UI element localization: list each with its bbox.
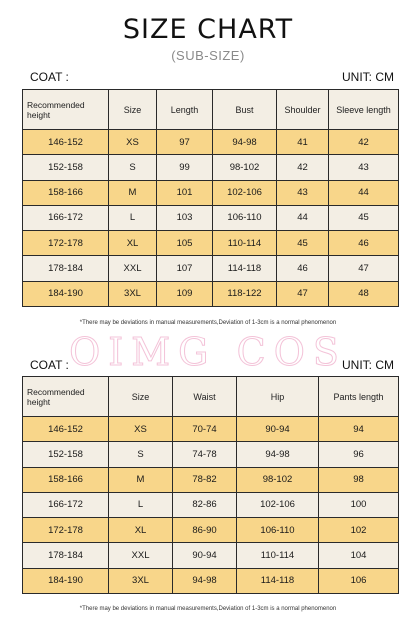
table-cell: 172-178 bbox=[23, 518, 109, 543]
table-cell: 94 bbox=[319, 417, 399, 442]
table-cell: 90-94 bbox=[237, 417, 319, 442]
table-cell: 158-166 bbox=[23, 467, 109, 492]
table-cell: 42 bbox=[329, 130, 399, 155]
table-cell: 158-166 bbox=[23, 180, 109, 205]
table-cell: 102-106 bbox=[213, 180, 277, 205]
table-cell: 104 bbox=[319, 543, 399, 568]
header-cell: Recommended height bbox=[23, 377, 109, 417]
table-row bbox=[23, 231, 399, 256]
table-cell: 110-114 bbox=[213, 231, 277, 256]
table-cell: 106-110 bbox=[237, 518, 319, 543]
header-cell: Bust bbox=[213, 90, 277, 130]
table-cell: 3XL bbox=[109, 281, 157, 306]
measurement-note: *There may be deviations in manual measurements,Deviation of 1-3cm is a normal phenomenon bbox=[79, 320, 337, 326]
table-cell: M bbox=[109, 467, 173, 492]
table-cell: 101 bbox=[157, 180, 213, 205]
table-cell: XS bbox=[109, 130, 157, 155]
header-cell: Waist bbox=[173, 377, 237, 417]
table-cell: 96 bbox=[319, 442, 399, 467]
table-row bbox=[23, 256, 399, 281]
table-cell: 94-98 bbox=[173, 568, 237, 593]
table-cell: 102-106 bbox=[237, 492, 319, 517]
table-cell: L bbox=[109, 205, 157, 230]
table-cell: 94-98 bbox=[237, 442, 319, 467]
table-row bbox=[23, 155, 399, 180]
table-cell: 152-158 bbox=[23, 442, 109, 467]
table-cell: 146-152 bbox=[23, 417, 109, 442]
header-cell: Sleeve length bbox=[329, 90, 399, 130]
table-cell: XXL bbox=[109, 256, 157, 281]
table-cell: 82-86 bbox=[173, 492, 237, 517]
table2-label: COAT : bbox=[30, 358, 69, 372]
table-cell: 45 bbox=[277, 231, 329, 256]
table-cell: 44 bbox=[277, 205, 329, 230]
table-row bbox=[23, 543, 399, 568]
table-cell: 47 bbox=[329, 256, 399, 281]
table-cell: 41 bbox=[277, 130, 329, 155]
header-cell: Length bbox=[157, 90, 213, 130]
table-cell: XL bbox=[109, 518, 173, 543]
size-table-pants bbox=[22, 376, 399, 594]
table-row bbox=[23, 518, 399, 543]
table-row bbox=[23, 442, 399, 467]
header-cell: Size bbox=[109, 90, 157, 130]
table-row bbox=[23, 180, 399, 205]
table-row bbox=[23, 568, 399, 593]
table2-unit: UNIT: CM bbox=[342, 358, 394, 372]
table-cell: 184-190 bbox=[23, 281, 109, 306]
table-header-row bbox=[23, 90, 399, 130]
table-cell: 44 bbox=[329, 180, 399, 205]
page-title: SIZE CHART bbox=[122, 14, 294, 45]
table-cell: XXL bbox=[109, 543, 173, 568]
page-subtitle: (SUB-SIZE) bbox=[171, 48, 245, 63]
table-cell: 178-184 bbox=[23, 256, 109, 281]
table-cell: 74-78 bbox=[173, 442, 237, 467]
table-cell: 103 bbox=[157, 205, 213, 230]
table-cell: 99 bbox=[157, 155, 213, 180]
table-cell: 43 bbox=[329, 155, 399, 180]
table1-label: COAT : bbox=[30, 70, 69, 84]
table-cell: 152-158 bbox=[23, 155, 109, 180]
table-cell: 146-152 bbox=[23, 130, 109, 155]
table-cell: 43 bbox=[277, 180, 329, 205]
table-cell: 46 bbox=[277, 256, 329, 281]
header-cell: Hip bbox=[237, 377, 319, 417]
table-cell: 172-178 bbox=[23, 231, 109, 256]
table-cell: 48 bbox=[329, 281, 399, 306]
table-cell: L bbox=[109, 492, 173, 517]
table-cell: M bbox=[109, 180, 157, 205]
header-cell: Size bbox=[109, 377, 173, 417]
table-cell: 184-190 bbox=[23, 568, 109, 593]
table-cell: 166-172 bbox=[23, 205, 109, 230]
table-cell: 98-102 bbox=[237, 467, 319, 492]
table-cell: 166-172 bbox=[23, 492, 109, 517]
table-header-row bbox=[23, 377, 399, 417]
table-cell: 114-118 bbox=[213, 256, 277, 281]
table-cell: 114-118 bbox=[237, 568, 319, 593]
size-table-coat bbox=[22, 89, 399, 307]
header-cell: Shoulder bbox=[277, 90, 329, 130]
table-row bbox=[23, 417, 399, 442]
table-cell: S bbox=[109, 442, 173, 467]
table-cell: 110-114 bbox=[237, 543, 319, 568]
table-cell: 98-102 bbox=[213, 155, 277, 180]
table-row bbox=[23, 492, 399, 517]
table-cell: 45 bbox=[329, 205, 399, 230]
table-cell: XS bbox=[109, 417, 173, 442]
table-cell: S bbox=[109, 155, 157, 180]
table-row bbox=[23, 467, 399, 492]
table-row bbox=[23, 130, 399, 155]
header-cell: Pants length bbox=[319, 377, 399, 417]
table-cell: 106 bbox=[319, 568, 399, 593]
table-cell: 100 bbox=[319, 492, 399, 517]
table-cell: 107 bbox=[157, 256, 213, 281]
table-cell: 86-90 bbox=[173, 518, 237, 543]
table-cell: 118-122 bbox=[213, 281, 277, 306]
table-cell: 97 bbox=[157, 130, 213, 155]
table-cell: 94-98 bbox=[213, 130, 277, 155]
table-cell: 109 bbox=[157, 281, 213, 306]
table-cell: 3XL bbox=[109, 568, 173, 593]
table-cell: 178-184 bbox=[23, 543, 109, 568]
table-cell: 78-82 bbox=[173, 467, 237, 492]
table-cell: 47 bbox=[277, 281, 329, 306]
table-cell: 46 bbox=[329, 231, 399, 256]
table-cell: 106-110 bbox=[213, 205, 277, 230]
table-cell: 98 bbox=[319, 467, 399, 492]
measurement-note: *There may be deviations in manual measurements,Deviation of 1-3cm is a normal phenomenon bbox=[79, 606, 337, 612]
header-cell: Recommended height bbox=[23, 90, 109, 130]
table-cell: XL bbox=[109, 231, 157, 256]
table-cell: 42 bbox=[277, 155, 329, 180]
table-cell: 90-94 bbox=[173, 543, 237, 568]
table-row bbox=[23, 281, 399, 306]
brand-watermark: OIMG COS bbox=[69, 330, 347, 374]
table-cell: 70-74 bbox=[173, 417, 237, 442]
table-row bbox=[23, 205, 399, 230]
table-cell: 105 bbox=[157, 231, 213, 256]
table1-unit: UNIT: CM bbox=[342, 70, 394, 84]
table-cell: 102 bbox=[319, 518, 399, 543]
